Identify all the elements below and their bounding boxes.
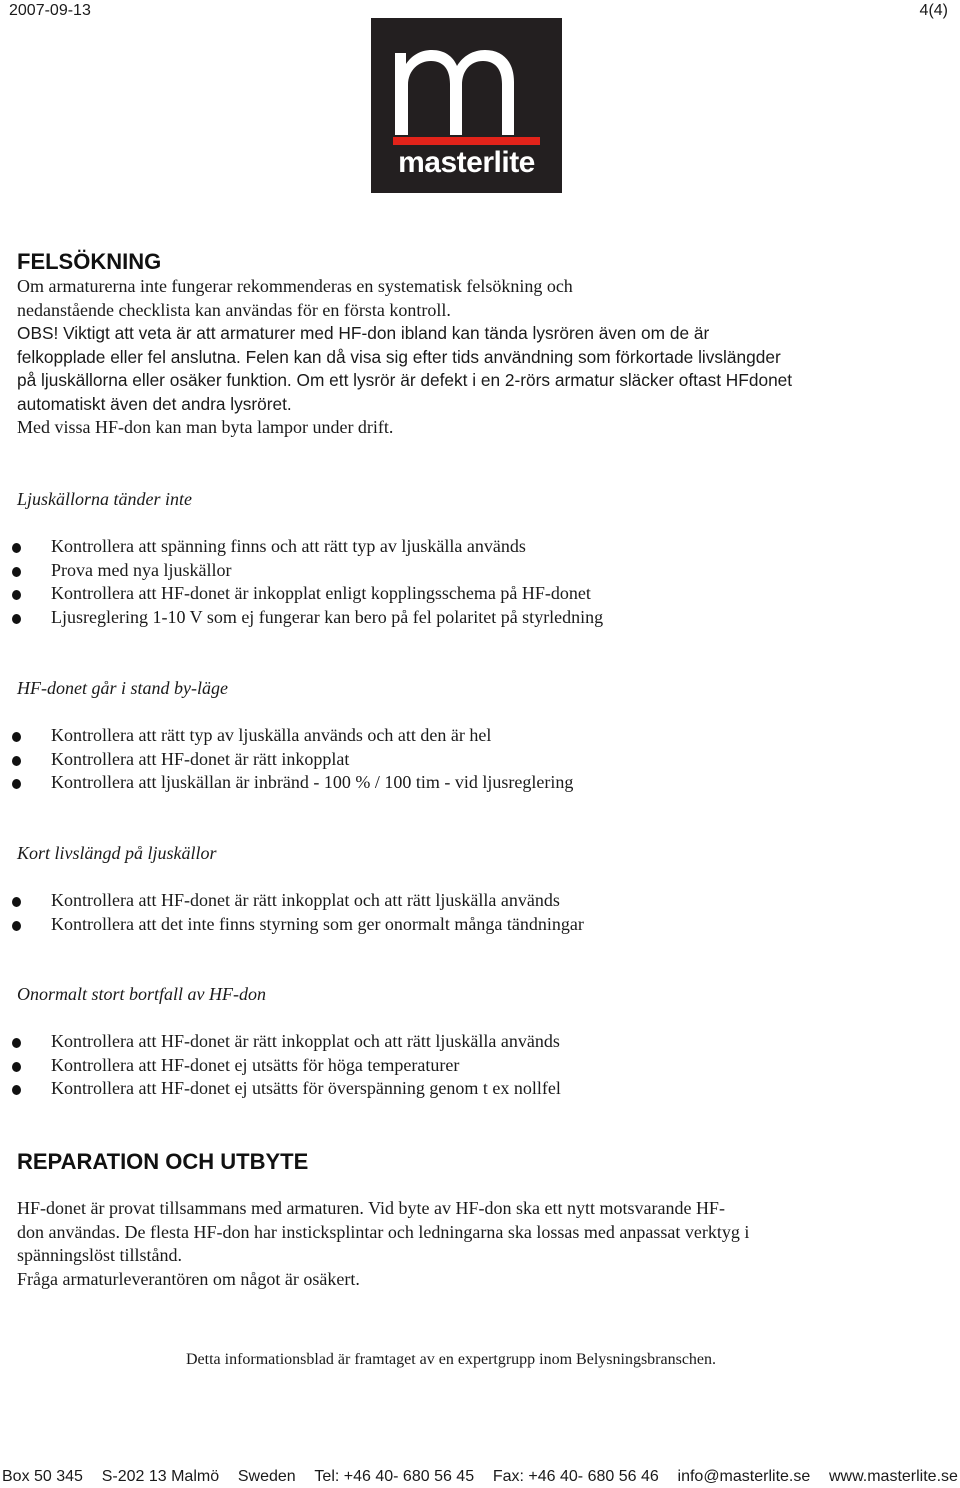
logo-red-bar	[393, 137, 540, 145]
list-item	[12, 771, 573, 795]
bullet-icon	[12, 614, 21, 624]
list-item	[12, 1054, 561, 1078]
list-item	[12, 606, 603, 630]
footer-website[interactable]: www.masterlite.se	[829, 1468, 958, 1485]
bullet-icon	[12, 779, 21, 789]
list-item-text: Prova med nya ljuskällor	[51, 559, 232, 580]
list-item-text: Kontrollera att HF-donet är rätt inkopplat och att rätt ljuskälla används	[51, 1031, 560, 1051]
felsokning-heading: FELSÖKNING	[17, 249, 162, 274]
intro-line: Om armaturerna inte fungerar rekommenderas en systematisk felsökning och	[17, 276, 573, 296]
list-item-text: Kontrollera att HF-donet är inkopplat enligt kopplingsschema på HF-donet	[51, 583, 591, 604]
reparation-body	[17, 1197, 917, 1291]
list-item-text: Kontrollera att rätt typ av ljuskälla används och att den är hel	[51, 725, 492, 745]
list-item-text: Kontrollera att ljuskällan är inbränd - 100 % / 100 tim - vid ljusreglering	[51, 772, 574, 793]
footer-fax: Fax: +46 40- 680 56 46	[492, 1468, 659, 1485]
list-item-text: Kontrollera att det inte finns styrning som ger onormalt många tändningar	[51, 913, 584, 934]
reparation-line: don användas. De flesta HF-don har insticksplintar och ledningarna ska lossas med anpassat verktyg i	[17, 1221, 750, 1242]
obs-line: automatiskt även det andra lysröret.	[17, 393, 292, 414]
section-title: Kort livslängd på ljuskällor	[17, 843, 217, 863]
felsokning-intro	[17, 275, 917, 322]
list-item-text: Kontrollera att HF-donet ej utsätts för höga temperaturer	[51, 1054, 460, 1075]
bullet-icon	[12, 543, 21, 553]
list-item	[12, 535, 603, 559]
intro-line: nedanstående checklista kan användas för en första kontroll.	[17, 299, 451, 320]
obs-line: på ljuskällorna eller osäker funktion. Om ett lysrör är defekt i en 2-rörs armatur släcker oftast HFdonet	[17, 370, 793, 391]
reparation-line: spänningslöst tillstånd.	[17, 1245, 183, 1266]
bullet-icon	[12, 897, 21, 907]
list-item	[12, 582, 603, 606]
logo-m-glyph	[395, 49, 537, 135]
logo-wordmark: masterlite	[398, 146, 535, 179]
bullet-icon	[12, 732, 21, 742]
footer-country: Sweden	[237, 1468, 296, 1485]
list-item	[12, 913, 584, 937]
list-item-text: Kontrollera att HF-donet är rätt inkopplat och att rätt ljuskälla används	[51, 890, 560, 910]
section-title: HF-donet går i stand by-läge	[17, 678, 228, 698]
obs-line: felkopplade eller fel anslutna. Felen kan då visa sig efter tids användning som förkortade livslängder	[17, 346, 781, 367]
list-item	[12, 559, 603, 583]
bullet-icon	[12, 1038, 21, 1048]
info-note: Detta informationsblad är framtaget av en expertgrupp inom Belysningsbranschen.	[185, 1351, 717, 1368]
bullet-icon	[12, 756, 21, 766]
footer-postal: S-202 13 Malmö	[101, 1468, 220, 1485]
list-item	[12, 1030, 561, 1054]
list-item-text: Ljusreglering 1-10 V som ej fungerar kan bero på fel polaritet på styrledning	[51, 607, 604, 628]
reparation-line: Fråga armaturleverantören om något är osäkert.	[17, 1268, 360, 1289]
checklist	[12, 724, 573, 795]
bullet-icon	[12, 921, 21, 931]
section-title: Ljuskällorna tänder inte	[17, 489, 192, 509]
obs-line: Med vissa HF-don kan man byta lampor under drift.	[17, 417, 394, 438]
reparation-heading: REPARATION OCH UTBYTE	[17, 1149, 309, 1174]
footer	[2, 1468, 958, 1486]
checklist	[12, 1030, 561, 1101]
reparation-line: HF-donet är provat tillsammans med armaturen. Vid byte av HF-don ska ett nytt motsvarande HF-	[17, 1198, 725, 1218]
list-item	[12, 889, 584, 913]
bullet-icon	[12, 1062, 21, 1072]
document-date: 2007-09-13	[9, 2, 91, 19]
checklist	[12, 535, 603, 630]
section-title: Onormalt stort bortfall av HF-don	[17, 984, 267, 1004]
masterlite-logo	[371, 18, 562, 193]
checklist	[12, 889, 584, 936]
obs-line: OBS! Viktigt att veta är att armaturer med HF-don ibland kan tända lysrören även om de är	[17, 323, 710, 343]
list-item-text: Kontrollera att spänning finns och att rätt typ av ljuskälla används	[51, 536, 526, 556]
bullet-icon	[12, 590, 21, 600]
list-item	[12, 748, 573, 772]
list-item	[12, 724, 573, 748]
bullet-icon	[12, 567, 21, 577]
footer-email[interactable]: info@masterlite.se	[677, 1468, 811, 1485]
list-item-text: Kontrollera att HF-donet ej utsätts för överspänning genom t ex nollfel	[51, 1078, 561, 1099]
bullet-icon	[12, 1085, 21, 1095]
footer-tel: Tel: +46 40- 680 56 45	[314, 1468, 475, 1485]
footer-address: Box 50 345	[2, 1468, 83, 1485]
felsokning-obs	[17, 322, 917, 440]
list-item-text: Kontrollera att HF-donet är rätt inkopplat	[51, 748, 350, 769]
page-number: 4(4)	[919, 2, 948, 19]
list-item	[12, 1077, 561, 1101]
